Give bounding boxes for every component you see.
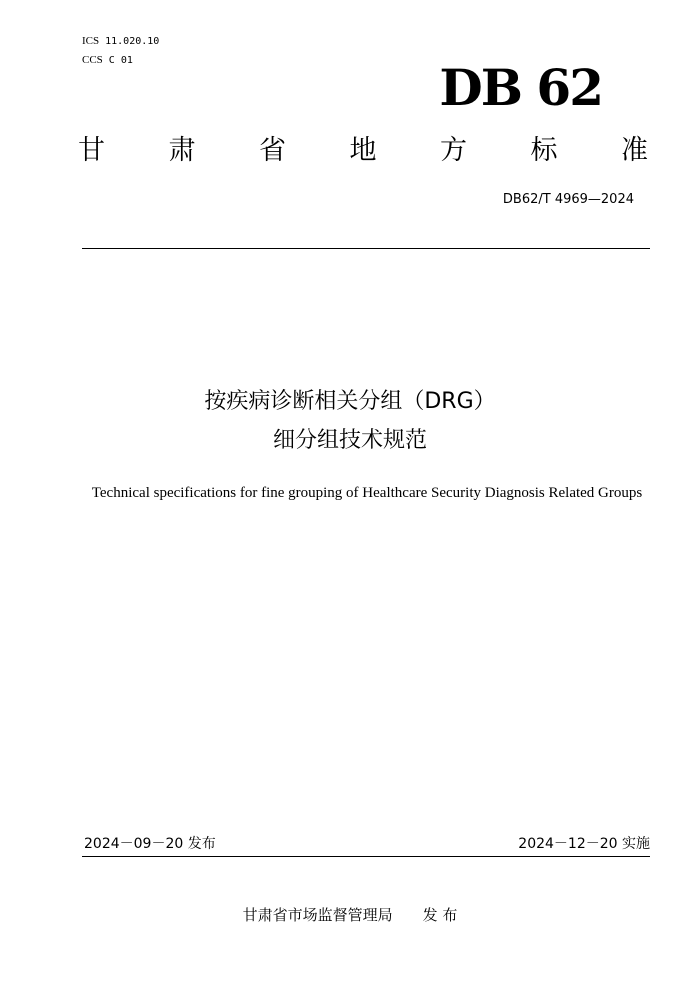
db-logo: DB 62 — [439, 58, 602, 117]
title-char: 省 — [259, 135, 286, 166]
document-title-line2: 细分组技术规范 — [272, 428, 427, 453]
ics-line — [82, 34, 159, 49]
title-char: 方 — [440, 135, 467, 166]
ccs-line — [82, 53, 133, 68]
standard-category-title — [78, 133, 648, 169]
ccs-label: CCS — [82, 54, 103, 66]
standard-number: DB62/T 4969—2024 — [502, 192, 634, 207]
publisher — [0, 904, 700, 926]
implement-date: 2024－12－20 实施 — [518, 836, 650, 852]
title-char: 准 — [621, 135, 648, 166]
ccs-code: C 01 — [108, 55, 133, 66]
publisher-action: 发 布 — [422, 906, 458, 924]
publisher-name: 甘肃省市场监督管理局 — [242, 906, 393, 924]
document-title-line1: 按疾病诊断相关分组（DRG） — [204, 389, 496, 414]
ics-label: ICS — [82, 35, 100, 47]
document-title-english: Technical specifications for fine grouping of Healthcare Security Diagnosis Related Groups — [91, 485, 643, 501]
bottom-divider — [82, 856, 650, 857]
title-char: 标 — [530, 135, 558, 166]
top-divider — [82, 248, 650, 249]
title-char: 地 — [349, 135, 377, 166]
title-char: 肃 — [168, 135, 196, 166]
release-date: 2024－09－20 发布 — [84, 836, 216, 852]
title-char: 甘 — [78, 135, 105, 166]
ics-code: 11.020.10 — [105, 36, 160, 47]
